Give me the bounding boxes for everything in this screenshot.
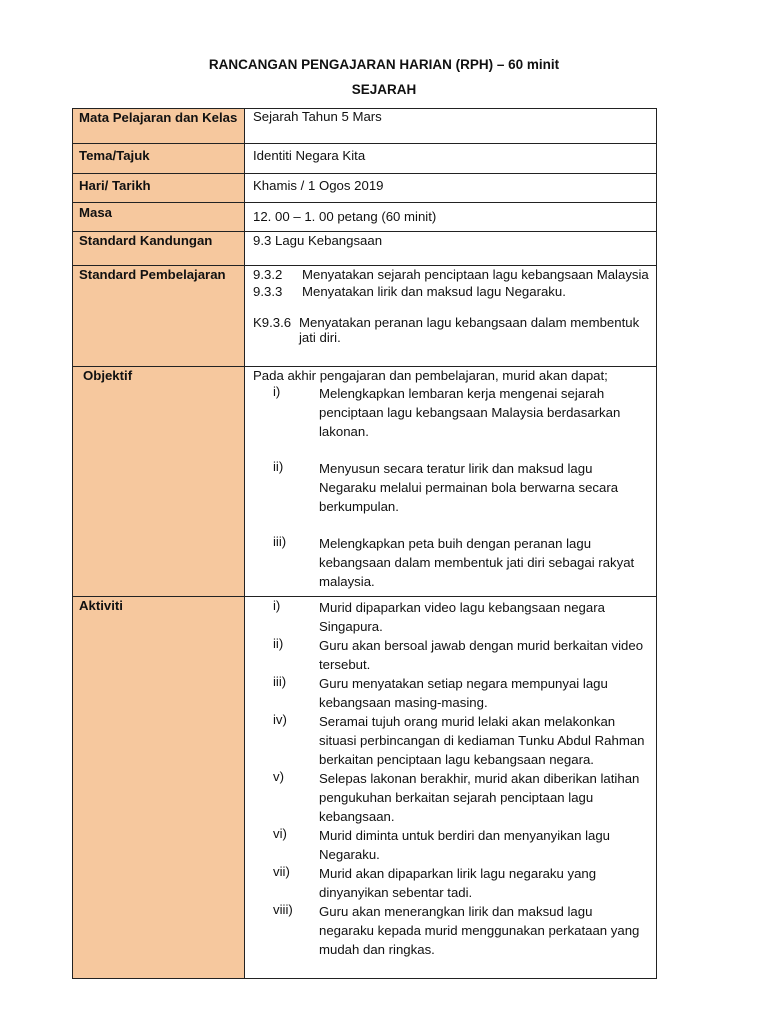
label-tema: Tema/Tajuk bbox=[73, 144, 245, 174]
list-item-text: Seramai tujuh orang murid lelaki akan melakonkan situasi perbincangan di kediaman Tunku Abdul Rahman berkaitan penciptaan lagu kebangsaan negara. bbox=[319, 714, 645, 767]
standard-k-item bbox=[253, 315, 650, 345]
list-item-number: vii) bbox=[273, 864, 290, 879]
document-subject: SEJARAH bbox=[351, 82, 417, 97]
list-item bbox=[253, 712, 650, 769]
list-item bbox=[253, 769, 650, 826]
list-item-number: iii) bbox=[273, 534, 287, 549]
label-objektif: Objektif bbox=[73, 367, 245, 597]
standard-k-code: K9.3.6 bbox=[253, 315, 292, 330]
row-tema bbox=[73, 144, 657, 174]
value-standard-kandungan: 9.3 Lagu Kebangsaan bbox=[245, 232, 657, 266]
row-hari bbox=[73, 174, 657, 203]
row-standard-pembelajaran bbox=[73, 266, 657, 367]
value-hari: Khamis / 1 Ogos 2019 bbox=[245, 174, 657, 203]
list-item bbox=[253, 459, 650, 516]
list-item-text: Guru akan bersoal jawab dengan murid berkaitan video tersebut. bbox=[319, 638, 644, 672]
row-aktiviti bbox=[73, 597, 657, 979]
list-item-number: i) bbox=[273, 384, 281, 399]
list-item-number: iv) bbox=[273, 712, 287, 727]
list-item bbox=[253, 636, 650, 674]
document-title: RANCANGAN PENGAJARAN HARIAN (RPH) – 60 minit bbox=[208, 57, 560, 72]
list-item-text: Menyusun secara teratur lirik dan maksud lagu Negaraku melalui permainan bola berwarna secara berkumpulan. bbox=[319, 461, 619, 514]
standard-item bbox=[253, 267, 650, 282]
value-mata-pelajaran: Sejarah Tahun 5 Mars bbox=[245, 109, 657, 144]
row-objektif bbox=[73, 367, 657, 597]
row-mata-pelajaran bbox=[73, 109, 657, 144]
objektif-intro: Pada akhir pengajaran dan pembelajaran, murid akan dapat; bbox=[253, 368, 608, 383]
list-item bbox=[253, 598, 650, 636]
list-item bbox=[253, 674, 650, 712]
list-item bbox=[253, 384, 650, 441]
list-item-number: iii) bbox=[273, 674, 287, 689]
label-standard-kandungan: Standard Kandungan bbox=[73, 232, 245, 266]
list-item-number: i) bbox=[273, 598, 281, 613]
label-hari: Hari/ Tarikh bbox=[73, 174, 245, 203]
standard-text: Menyatakan lirik dan maksud lagu Negaraku. bbox=[302, 284, 566, 299]
standard-code: 9.3.2 bbox=[253, 267, 283, 282]
list-item bbox=[253, 864, 650, 902]
list-item-number: v) bbox=[273, 769, 284, 784]
list-item bbox=[253, 826, 650, 864]
rph-table bbox=[72, 108, 657, 979]
list-item-text: Melengkapkan lembaran kerja mengenai sejarah penciptaan lagu kebangsaan Malaysia berdasarkan lakonan. bbox=[319, 386, 621, 439]
list-item bbox=[253, 534, 650, 591]
list-item-text: Murid akan dipaparkan lirik lagu negaraku yang dinyanyikan sebentar tadi. bbox=[319, 866, 597, 900]
list-item-text: Selepas lakonan berakhir, murid akan diberikan latihan pengukuhan berkaitan sejarah penciptaan lagu kebangsaan. bbox=[319, 771, 640, 824]
label-standard-pembelajaran: Standard Pembelajaran bbox=[73, 266, 245, 367]
value-objektif bbox=[245, 367, 657, 597]
label-masa: Masa bbox=[73, 203, 245, 232]
standard-k-text: Menyatakan peranan lagu kebangsaan dalam membentuk jati diri. bbox=[299, 315, 640, 345]
list-item-number: ii) bbox=[273, 459, 284, 474]
standard-item bbox=[253, 284, 650, 299]
standard-text: Menyatakan sejarah penciptaan lagu kebangsaan Malaysia bbox=[302, 267, 649, 282]
list-item-number: viii) bbox=[273, 902, 293, 917]
value-masa: 12. 00 – 1. 00 petang (60 minit) bbox=[245, 203, 657, 232]
standard-code: 9.3.3 bbox=[253, 284, 283, 299]
list-item-text: Guru akan menerangkan lirik dan maksud lagu negaraku kepada murid menggunakan perkataan yang mudah dan ringkas. bbox=[319, 904, 640, 957]
list-item-number: ii) bbox=[273, 636, 284, 651]
row-masa bbox=[73, 203, 657, 232]
list-item-text: Melengkapkan peta buih dengan peranan lagu kebangsaan dalam membentuk jati diri sebagai rakyat malaysia. bbox=[319, 536, 635, 589]
list-item-text: Murid dipaparkan video lagu kebangsaan negara Singapura. bbox=[319, 600, 605, 634]
list-item-text: Murid diminta untuk berdiri dan menyanyikan lagu Negaraku. bbox=[319, 828, 611, 862]
label-mata-pelajaran: Mata Pelajaran dan Kelas bbox=[73, 109, 245, 144]
value-standard-pembelajaran bbox=[245, 266, 657, 367]
list-item bbox=[253, 902, 650, 959]
value-tema: Identiti Negara Kita bbox=[245, 144, 657, 174]
list-item-number: vi) bbox=[273, 826, 287, 841]
list-item-text: Guru menyatakan setiap negara mempunyai lagu kebangsaan masing-masing. bbox=[319, 676, 608, 710]
label-aktiviti: Aktiviti bbox=[73, 597, 245, 979]
row-standard-kandungan bbox=[73, 232, 657, 266]
value-aktiviti bbox=[245, 597, 657, 979]
